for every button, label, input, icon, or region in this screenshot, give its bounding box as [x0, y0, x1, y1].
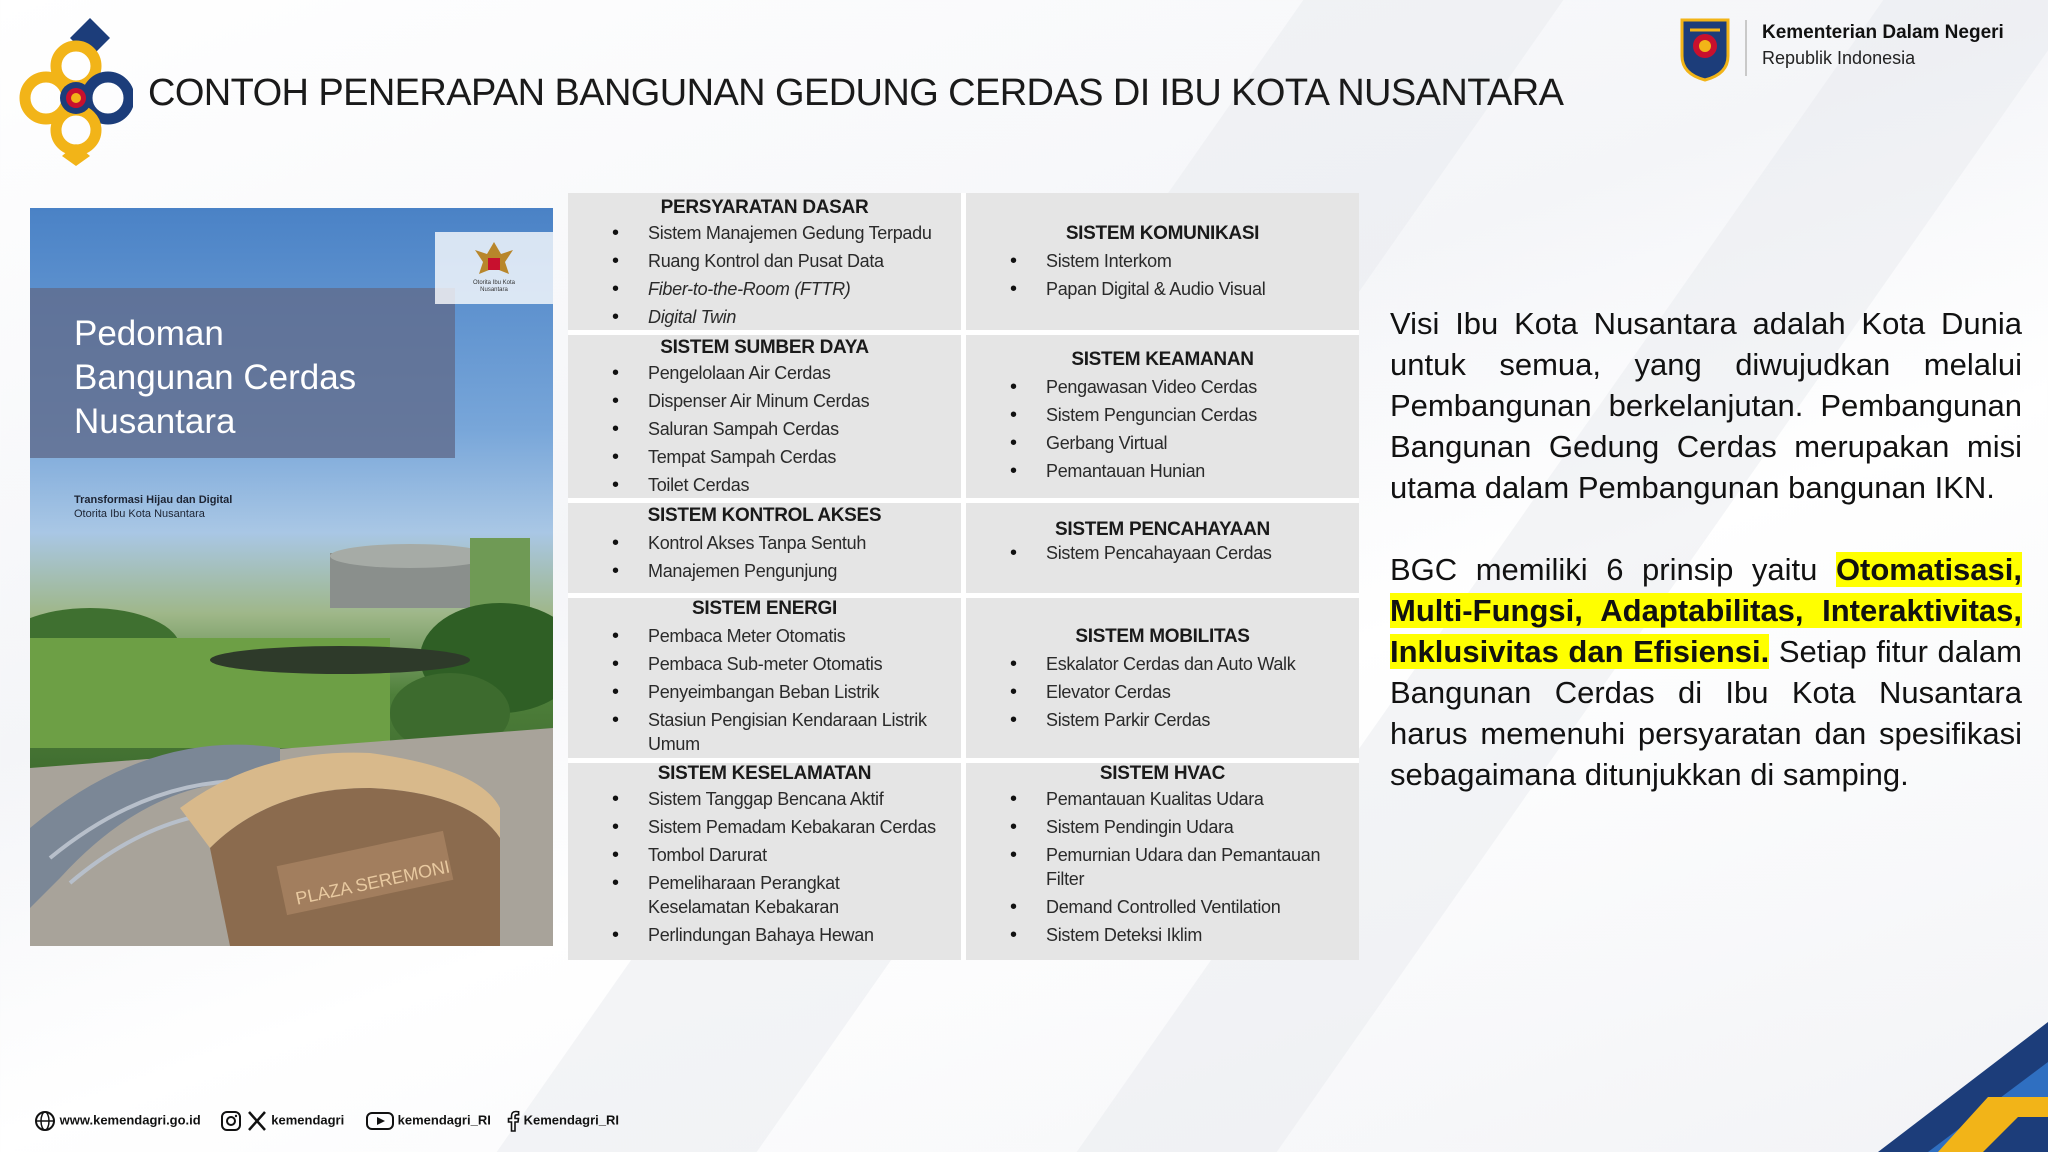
list-item: • Pemeliharaan Perangkat Keselamatan Kebakaran: [568, 871, 961, 919]
list-item: • Sistem Tanggap Bencana Aktif: [568, 787, 961, 811]
table-cell-sistem-pencahayaan: [966, 503, 1359, 593]
list-item: • Elevator Cerdas: [966, 680, 1359, 704]
table-cell-persyaratan-dasar: [568, 193, 961, 330]
list-item: • Sistem Deteksi Iklim: [966, 923, 1359, 947]
table-cell-sistem-sumber-daya: [568, 335, 961, 498]
list-item: • Toilet Cerdas: [568, 473, 961, 497]
list-item: • Sistem Pendingin Udara: [966, 815, 1359, 839]
guideline-book-cover: [30, 208, 553, 946]
cell-title: SISTEM KEAMANAN: [1071, 349, 1254, 370]
cover-subtitle: [74, 493, 232, 521]
header-divider: [1745, 20, 1747, 76]
list-item: • Perlindungan Bahaya Hewan: [568, 923, 961, 947]
table-cell-sistem-mobilitas: [966, 598, 1359, 758]
ikn-logo-icon: [18, 16, 133, 166]
cover-badge-text: Otorita Ibu Kota Nusantara: [472, 280, 516, 293]
footer-instagram-x-link[interactable]: [220, 1110, 344, 1132]
facebook-icon: [506, 1110, 520, 1132]
cell-title: SISTEM HVAC: [1099, 763, 1226, 784]
list-item: [568, 305, 961, 329]
cell-title: SISTEM KOMUNIKASI: [1065, 223, 1260, 244]
requirements-table: [568, 193, 1359, 960]
footer-instagram-x-text: kemendagri: [271, 1112, 345, 1128]
table-cell-sistem-energi: [568, 598, 961, 758]
principles-highlight: Otomatisasi, Multi-Fungsi, Adaptabilitas, Interaktivitas, Inklusivitas dan Efisiensi.: [1390, 552, 2022, 669]
x-twitter-icon: [246, 1110, 268, 1132]
list-item: • Pemantauan Hunian: [966, 459, 1359, 483]
list-item: • Dispenser Air Minum Cerdas: [568, 389, 961, 413]
list-item: • Stasiun Pengisian Kendaraan Listrik Umum: [568, 708, 961, 756]
cell-title: SISTEM KESELAMATAN: [657, 763, 872, 784]
list-item: • Manajemen Pengunjung: [568, 559, 961, 583]
principles-intro: BGC memiliki 6 prinsip yaitu: [1390, 552, 1836, 587]
list-item: • Sistem Penguncian Cerdas: [966, 403, 1359, 427]
footer-youtube-text: kemendagri_RI: [397, 1112, 491, 1128]
list-item-text: Digital Twin: [648, 307, 737, 327]
kemendagri-emblem-icon: [1678, 16, 1732, 82]
cell-title: SISTEM SUMBER DAYA: [660, 337, 869, 358]
vision-paragraph: Visi Ibu Kota Nusantara adalah Kota Dunia untuk semua, yang diwujudkan melalui Pembangunan berkelanjutan. Pembangunan Bangunan Gedung Cerdas merupakan misi utama dalam Pembangunan bangunan IKN.: [1390, 306, 2022, 505]
list-item: • Pembaca Meter Otomatis: [568, 624, 961, 648]
table-cell-sistem-keamanan: [966, 335, 1359, 498]
cover-subtitle-org: Otorita Ibu Kota Nusantara: [74, 508, 205, 520]
footer-facebook-link[interactable]: [506, 1110, 619, 1132]
cell-title: SISTEM KONTROL AKSES: [647, 505, 882, 526]
list-item: • Demand Controlled Ventilation: [966, 895, 1359, 919]
list-item: • Kontrol Akses Tanpa Sentuh: [568, 531, 961, 555]
table-cell-sistem-komunikasi: [966, 193, 1359, 330]
list-item: • Saluran Sampah Cerdas: [568, 417, 961, 441]
list-item: • Pemantauan Kualitas Udara: [966, 787, 1359, 811]
instagram-icon: [220, 1110, 242, 1132]
list-item: • Pembaca Sub-meter Otomatis: [568, 652, 961, 676]
cover-title: Pedoman Bangunan Cerdas Nusantara: [74, 314, 357, 441]
list-item: • Tempat Sampah Cerdas: [568, 445, 961, 469]
youtube-icon: [366, 1110, 394, 1132]
cell-title: SISTEM MOBILITAS: [1075, 626, 1250, 647]
footer-facebook-text: Kemendagri_RI: [523, 1112, 619, 1128]
list-item: • Pengawasan Video Cerdas: [966, 375, 1359, 399]
ministry-subtitle: Republik Indonesia: [1762, 48, 1916, 68]
page-title: CONTOH PENERAPAN BANGUNAN GEDUNG CERDAS DI IBU KOTA NUSANTARA: [148, 72, 1564, 114]
list-item-text: Fiber-to-the-Room (FTTR): [648, 279, 851, 299]
cell-title: PERSYARATAN DASAR: [660, 197, 869, 218]
list-item: • Pemurnian Udara dan Pemantauan Filter: [966, 843, 1359, 891]
list-item: • Sistem Pencahayaan Cerdas: [966, 541, 1359, 565]
table-cell-sistem-hvac: [966, 763, 1359, 960]
globe-icon: [34, 1110, 56, 1132]
list-item: • Penyeimbangan Beban Listrik: [568, 680, 961, 704]
list-item: [568, 277, 961, 301]
list-item: • Eskalator Cerdas dan Auto Walk: [966, 652, 1359, 676]
list-item: • Pengelolaan Air Cerdas: [568, 361, 961, 385]
principles-paragraph: [1390, 549, 2022, 795]
plaza-sign-text: PLAZA SEREMONI: [293, 856, 452, 909]
footer-website-link[interactable]: [34, 1110, 201, 1132]
list-item: • Tombol Darurat: [568, 843, 961, 867]
table-cell-sistem-kontrol-akses: [568, 503, 961, 593]
footer-website-text: www.kemendagri.go.id: [59, 1112, 201, 1128]
decorative-corner-shape: [1788, 992, 2048, 1152]
list-item: • Sistem Pemadam Kebakaran Cerdas: [568, 815, 961, 839]
cell-title: SISTEM ENERGI: [692, 598, 837, 619]
list-item: • Ruang Kontrol dan Pusat Data: [568, 249, 961, 273]
cover-badge: [435, 232, 553, 304]
footer-youtube-link[interactable]: [366, 1110, 491, 1132]
table-cell-sistem-keselamatan: [568, 763, 961, 960]
cover-subtitle-bold: Transformasi Hijau dan Digital: [74, 494, 233, 506]
list-item: • Sistem Interkom: [966, 249, 1359, 273]
list-item: • Sistem Manajemen Gedung Terpadu: [568, 221, 961, 245]
list-item: • Papan Digital & Audio Visual: [966, 277, 1359, 301]
cell-title: SISTEM PENCAHAYAAN: [1055, 519, 1270, 540]
list-item: • Gerbang Virtual: [966, 431, 1359, 455]
principles-rest: Setiap fitur dalam Bangunan Cerdas di Ibu Kota Nusantara harus memenuhi persyaratan dan spesifikasi sebagaimana ditunjukkan di samping.: [1390, 634, 2022, 792]
list-item: • Sistem Parkir Cerdas: [966, 708, 1359, 732]
ministry-name: Kementerian Dalam Negeri: [1762, 22, 2004, 43]
